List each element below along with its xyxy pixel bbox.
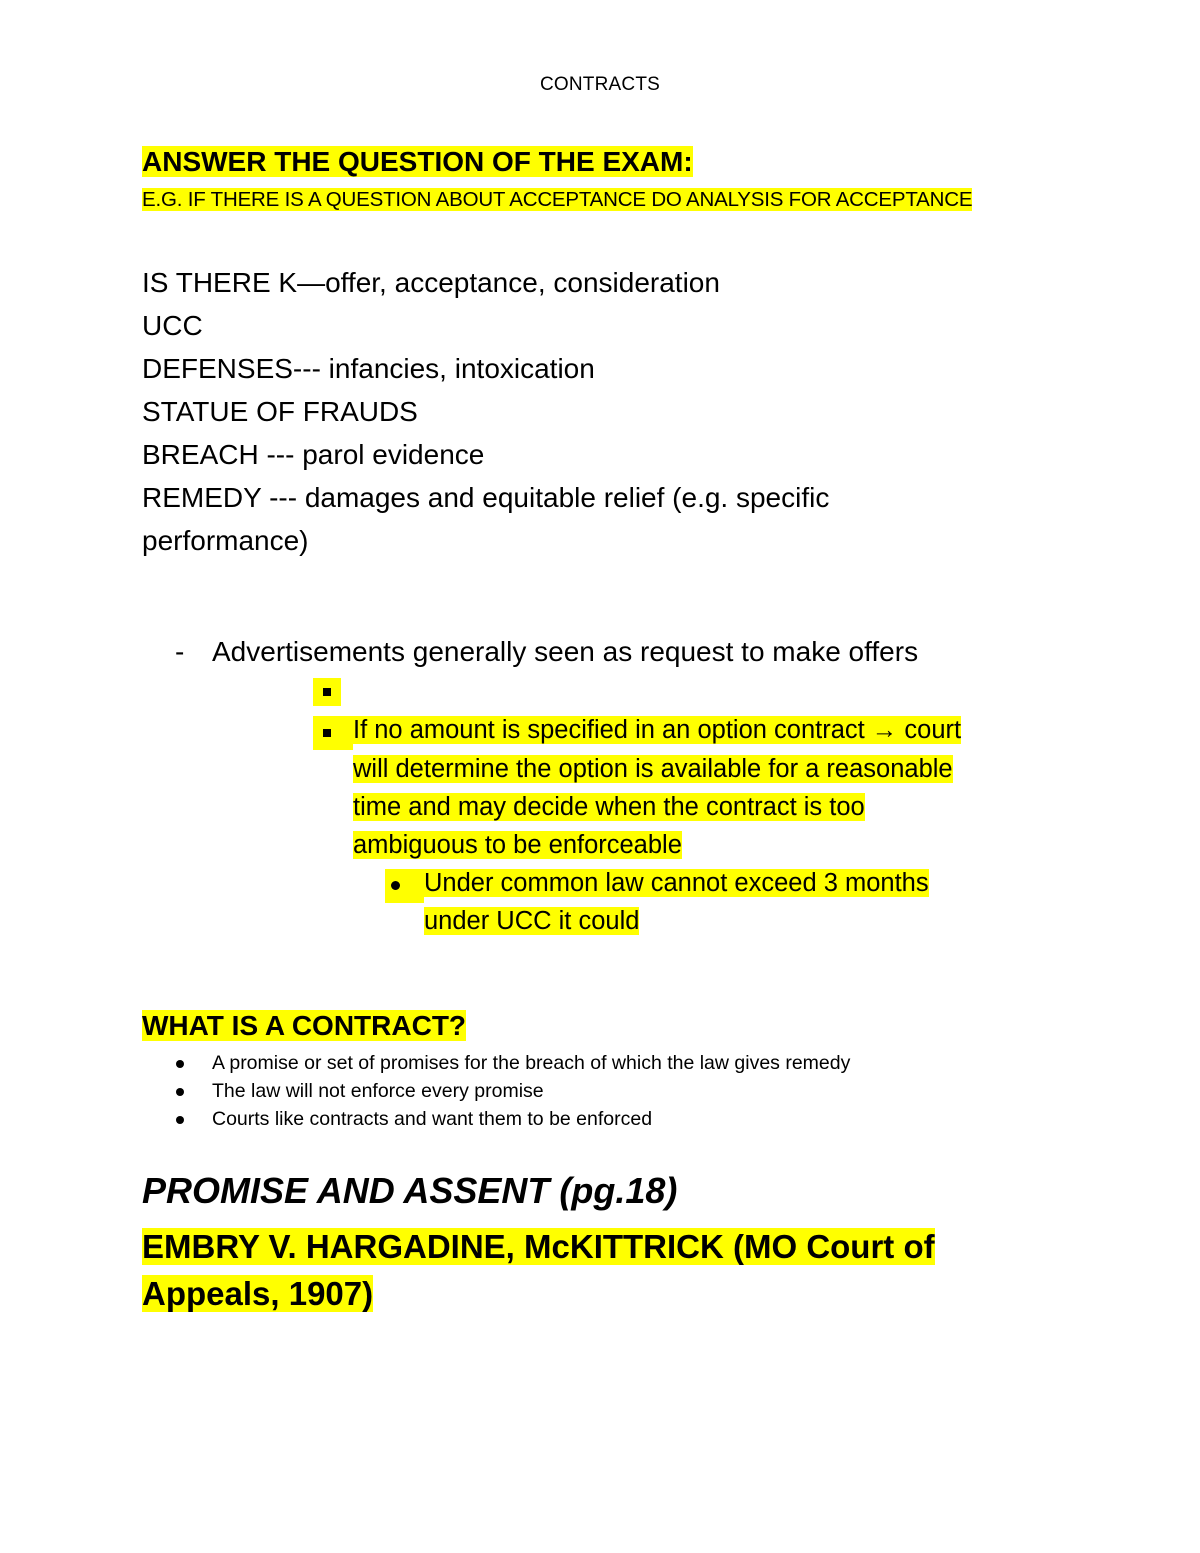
exam-subheading: E.G. IF THERE IS A QUESTION ABOUT ACCEPTANCE DO ANALYSIS FOR ACCEPTANCE [142, 188, 973, 211]
dash-list-item [175, 636, 918, 668]
sub-bullet-line: Under common law cannot exceed 3 months [424, 869, 929, 897]
case-heading-line: EMBRY V. HARGADINE, McKITTRICK (MO Court of [142, 1228, 935, 1265]
contract-point: A promise or set of promises for the breach of which the law gives remedy [170, 1052, 808, 1075]
checklist-item: REMEDY --- damages and equitable relief (e.g. specific [142, 482, 830, 513]
square-bullet-icon [323, 688, 331, 696]
option-line: ambiguous to be enforceable [353, 831, 682, 859]
sub-bullet-line: under UCC it could [424, 907, 640, 935]
contract-point: Courts like contracts and want them to be enforced [170, 1108, 610, 1131]
option-line: will determine the option is available for a reasonable [353, 755, 953, 783]
contract-heading: WHAT IS A CONTRACT? [142, 1010, 467, 1041]
exam-heading: ANSWER THE QUESTION OF THE EXAM: [142, 146, 693, 177]
document-title: CONTRACTS [539, 74, 661, 95]
checklist-item: UCC [142, 310, 203, 341]
contract-point: The law will not enforce every promise [170, 1080, 502, 1103]
round-bullet-icon [176, 1088, 184, 1096]
checklist-item: performance) [142, 525, 309, 556]
round-bullet-icon [176, 1060, 184, 1068]
sub-bullet-marker [385, 869, 424, 903]
round-bullet-icon [176, 1116, 184, 1124]
checklist-item: STATUE OF FRAUDS [142, 396, 418, 427]
checklist-item: DEFENSES--- infancies, intoxication [142, 353, 595, 384]
empty-square-bullet-item [313, 678, 341, 706]
option-bullet-marker [313, 716, 353, 750]
dash-item-text: Advertisements generally seen as request to make offers [212, 636, 919, 667]
highlight-block [313, 716, 353, 750]
checklist-item: IS THERE K—offer, acceptance, consideration [142, 267, 720, 298]
option-line: time and may decide when the contract is too [353, 793, 865, 821]
checklist-item: BREACH --- parol evidence [142, 439, 485, 470]
section-heading: PROMISE AND ASSENT (pg.18) [142, 1170, 678, 1211]
round-bullet-icon [391, 881, 400, 890]
option-line: If no amount is specified in an option contract → court [353, 716, 962, 744]
case-heading-line: Appeals, 1907) [142, 1275, 374, 1312]
square-bullet-icon [323, 729, 331, 737]
dash-marker: - [175, 636, 185, 667]
